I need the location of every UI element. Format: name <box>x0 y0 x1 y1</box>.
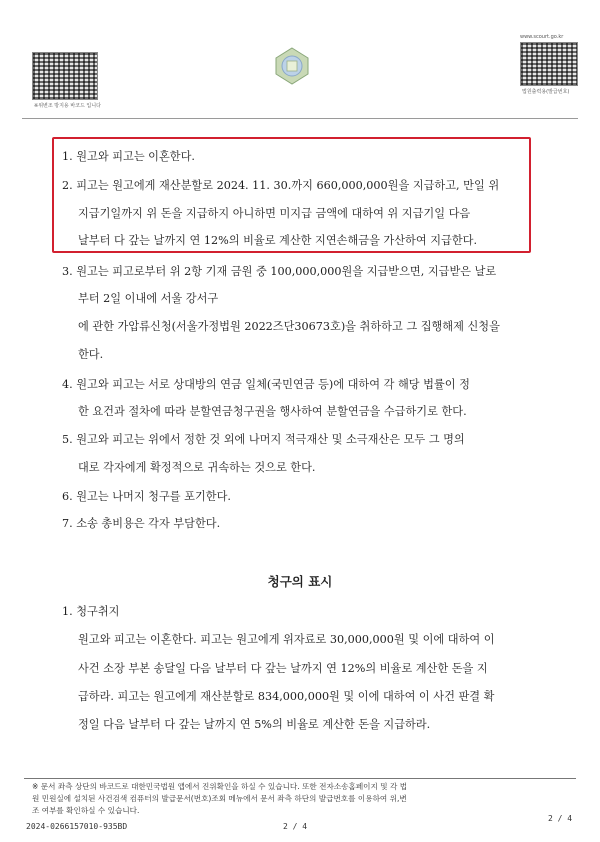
item-3-line-2: 부터 2일 이내에 서울 강서구 <box>78 292 219 305</box>
item-7-line-1: 7. 소송 총비용은 각자 부담한다. <box>62 517 221 530</box>
page-number-center: 2 / 4 <box>283 822 308 831</box>
footer-notice-line-3: 조 여부를 확인하실 수 있습니다. <box>32 806 140 815</box>
header-divider <box>22 118 578 119</box>
item-3-line-3: 에 관한 가압류신청(서울가정법원 2022즈단30673호)을 취하하고 그 집행해제 신청을 <box>78 320 500 333</box>
left-barcode-caption: ※위변조 방지용 바코드 입니다 <box>34 103 101 109</box>
footer-notice-line-1: ※ 문서 좌측 상단의 바코드로 대한민국법원 앱에서 진위확인을 하실 수 있습니다. 또한 전자소송홈페이지 및 각 법 <box>32 782 408 791</box>
left-verification-barcode <box>32 52 98 100</box>
item-5-line-2: 대로 각자에게 확정적으로 귀속하는 것으로 한다. <box>78 461 316 474</box>
right-issue-barcode <box>520 42 578 86</box>
issue-number: 2024-0266157010-935BD <box>26 822 128 831</box>
item-4-line-1: 4. 원고와 피고는 서로 상대방의 연금 일체(국민연금 등)에 대하여 각 해당 법률이 정 <box>62 378 470 391</box>
claim-line-3: 급하라. 피고는 원고에게 재산분할로 834,000,000원 및 이에 대하여 이 사건 판결 확 <box>78 690 495 703</box>
item-2-line-1: 2. 피고는 원고에게 재산분할로 2024. 11. 30.까지 660,000,000원을 지급하고, 만일 위 <box>62 179 500 192</box>
claim-subheading: 1. 청구취지 <box>62 605 120 618</box>
footer-notice-line-2: 원 민원실에 설치된 사건검색 컴퓨터의 발급문서(번호)조회 메뉴에서 문서 좌측 하단의 발급번호를 이용하여 위,변 <box>32 794 407 803</box>
page-number-right: 2 / 4 <box>548 814 573 823</box>
item-5-line-1: 5. 원고와 피고는 위에서 정한 것 외에 나머지 적극재산 및 소극재산은 모두 그 명의 <box>62 433 465 446</box>
item-3-line-4: 한다. <box>78 348 104 361</box>
right-barcode-caption: 법원출력용(발급번호) <box>522 89 570 95</box>
item-2-line-2: 지급기일까지 위 돈을 지급하지 아니하면 미지급 금액에 대하여 위 지급기일 다음 <box>78 207 471 220</box>
claim-line-4: 정일 다음 날부터 다 갚는 날까지 연 5%의 비율로 계산한 돈을 지급하라. <box>78 718 431 731</box>
court-url: www.scourt.go.kr <box>520 34 564 40</box>
claim-line-2: 사건 소장 부본 송달일 다음 날부터 다 갚는 날까지 연 12%의 비율로 계산한 돈을 지 <box>78 662 488 675</box>
item-3-line-1: 3. 원고는 피고로부터 위 2항 기재 금원 중 100,000,000원을 지급받으면, 지급받은 날로 <box>62 265 497 278</box>
claim-line-1: 원고와 피고는 이혼한다. 피고는 원고에게 위자료로 30,000,000원 및 이에 대하여 이 <box>78 633 495 646</box>
claim-section-title: 청구의 표시 <box>267 574 333 589</box>
court-emblem-icon <box>272 46 312 86</box>
item-4-line-2: 한 요건과 절차에 따라 분할연금청구권을 행사하여 분할연금을 수급하기로 한다. <box>78 405 467 418</box>
item-2-line-3: 날부터 다 갚는 날까지 연 12%의 비율로 계산한 지연손해금을 가산하여 지급한다. <box>78 234 478 247</box>
item-6-line-1: 6. 원고는 나머지 청구를 포기한다. <box>62 490 231 503</box>
item-1-line-1: 1. 원고와 피고는 이혼한다. <box>62 150 195 163</box>
